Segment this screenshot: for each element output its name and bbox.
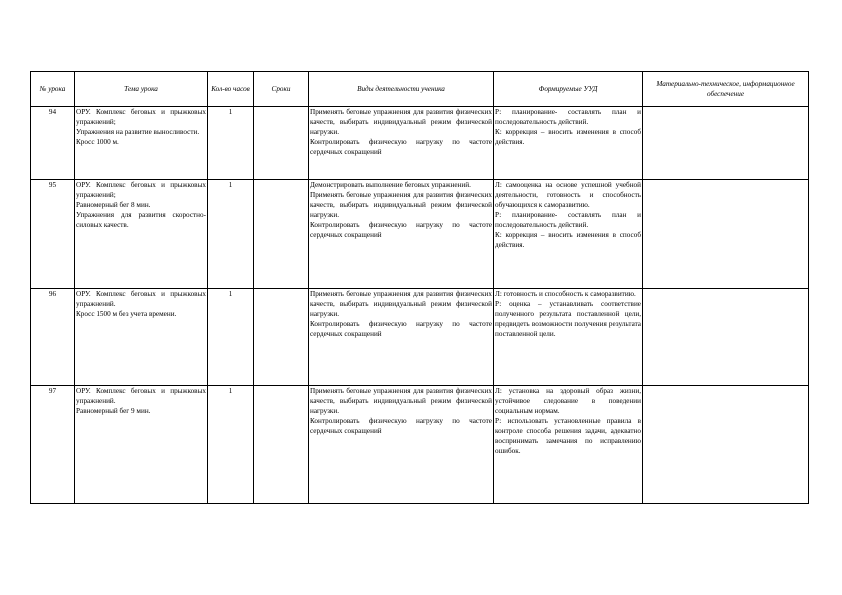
topic-line: Упражнения для развития скоростно-силовых качеств.: [76, 211, 206, 229]
uud-line: Р: использовать установленные правила в контроле способа решения задачи, адекватно воспринимать замечания по исправлению ошибок.: [495, 417, 641, 455]
lesson-topic: [75, 289, 208, 386]
activity-line: Контролировать физическую нагрузку по частоте сердечных сокращений: [310, 320, 492, 338]
activity-line: Контролировать физическую нагрузку по частоте сердечных сокращений: [310, 417, 492, 435]
lesson-number: 95: [31, 180, 75, 289]
lesson-hours: 1: [208, 180, 254, 289]
lesson-hours: 1: [208, 289, 254, 386]
header-lesson-topic: Тема урока: [75, 72, 208, 107]
lesson-dates: [254, 386, 309, 504]
table-row: [31, 289, 809, 386]
lesson-topic: [75, 107, 208, 180]
lesson-activities: [309, 289, 494, 386]
lesson-topic: [75, 180, 208, 289]
lesson-dates: [254, 107, 309, 180]
uud-line: Л: готовность и способность к саморазвитию.: [495, 290, 636, 298]
activity-line: Контролировать физическую нагрузку по частоте сердечных сокращений: [310, 221, 492, 239]
lesson-number: 96: [31, 289, 75, 386]
topic-line: Равномерный бег 9 мин.: [76, 407, 151, 415]
header-uud: Формируемые УУД: [494, 72, 643, 107]
topic-line: ОРУ. Комплекс беговых и прыжковых упражнений;: [76, 108, 206, 126]
table-header-row: [31, 72, 809, 107]
lesson-uud: [494, 289, 643, 386]
activity-line: Применять беговые упражнения для развития физических качеств, выбирать индивидуальный режим физической нагрузки.: [310, 191, 492, 219]
lesson-hours: 1: [208, 107, 254, 180]
lesson-dates: [254, 289, 309, 386]
activity-line: Применять беговые упражнения для развития физических качеств, выбирать индивидуальный режим физической нагрузки.: [310, 290, 492, 318]
lesson-dates: [254, 180, 309, 289]
uud-line: Л: самооценка на основе успешной учебной деятельности, готовность и способность обучающихся к саморазвитию.: [495, 181, 641, 209]
uud-line: Р: планирование- составлять план и последовательность действий.: [495, 211, 641, 229]
lesson-topic: [75, 386, 208, 504]
lesson-activities: [309, 180, 494, 289]
topic-line: ОРУ. Комплекс беговых и прыжковых упражнений.: [76, 290, 206, 308]
topic-line: ОРУ. Комплекс беговых и прыжковых упражнений.: [76, 387, 206, 405]
table-row: [31, 386, 809, 504]
header-materials: Материально-техническое, информационное обеспечение: [643, 72, 809, 107]
lesson-materials: [643, 289, 809, 386]
lesson-activities: [309, 386, 494, 504]
topic-line: Кросс 1500 м без учета времени.: [76, 310, 177, 318]
lesson-plan-table: [30, 71, 809, 504]
topic-line: Равномерный бег 8 мин.: [76, 201, 151, 209]
lesson-uud: [494, 107, 643, 180]
header-lesson-number: № урока: [31, 72, 75, 107]
lesson-materials: [643, 107, 809, 180]
lesson-hours: 1: [208, 386, 254, 504]
header-dates: Сроки: [254, 72, 309, 107]
uud-line: Р: планирование- составлять план и последовательность действий.: [495, 108, 641, 126]
activity-line: Контролировать физическую нагрузку по частоте сердечных сокращений: [310, 138, 492, 156]
table-row: [31, 107, 809, 180]
uud-line: К: коррекция – вносить изменения в способ действия.: [495, 231, 641, 249]
lesson-activities: [309, 107, 494, 180]
activity-line: Демонстрировать выполнение беговых упражнений.: [310, 181, 471, 189]
header-activities: Виды деятельности ученика: [309, 72, 494, 107]
topic-line: ОРУ. Комплекс беговых и прыжковых упражнений;: [76, 181, 206, 199]
activity-line: Применять беговые упражнения для развития физических качеств, выбирать индивидуальный режим физической нагрузки.: [310, 387, 492, 415]
activity-line: Применять беговые упражнения для развития физических качеств, выбирать индивидуальный режим физической нагрузки.: [310, 108, 492, 136]
table-row: [31, 180, 809, 289]
lesson-uud: [494, 180, 643, 289]
lesson-number: 94: [31, 107, 75, 180]
topic-line: Упражнения на развитие выносливости.: [76, 128, 200, 136]
lesson-uud: [494, 386, 643, 504]
lesson-materials: [643, 180, 809, 289]
lesson-materials: [643, 386, 809, 504]
topic-line: Кросс 1000 м.: [76, 138, 119, 146]
uud-line: Р: оценка – устанавливать соответствие полученного результата поставленной цели, предвидеть возможности получения результата поставленной цели.: [495, 300, 641, 338]
lesson-number: 97: [31, 386, 75, 504]
uud-line: Л: установка на здоровый образ жизни, устойчивое следование в поведении социальным нормам.: [495, 387, 641, 415]
header-hours: Кол-во часов: [208, 72, 254, 107]
uud-line: К: коррекция – вносить изменения в способ действия.: [495, 128, 641, 146]
